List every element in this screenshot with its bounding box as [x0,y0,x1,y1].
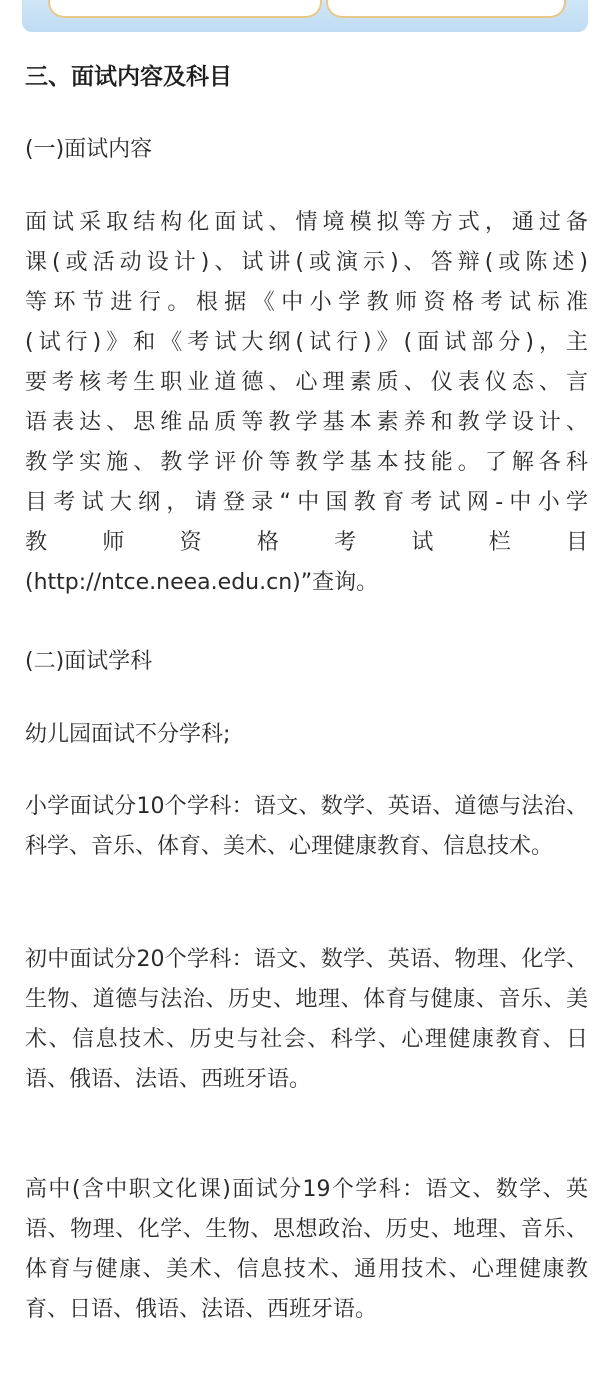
banner-card-left [48,0,322,18]
subheading-content: (一)面试内容 [25,137,153,162]
paragraph-junior: 初中面试分20个学科：语文、数学、英语、物理、化学、生物、道德与法治、历史、地理、体育与健康、音乐、美术、信息技术、历史与社会、科学、心理健康教育、日语、俄语、法语、西班牙语。 [25,947,588,1092]
subheading-subjects: (二)面试学科 [25,649,153,674]
paragraph-line: (试行)》和《考试大纲(试行)》(面试部分)，主 [25,330,588,355]
paragraph-line: 等环节进行。根据《中小学教师资格考试标准 [25,290,588,315]
banner-card-right [326,0,566,18]
paragraph-line: 课(或活动设计)、试讲(或演示)、答辩(或陈述) [25,250,588,275]
section-heading: 三、面试内容及科目 [25,64,232,90]
paragraph-line: 语表达、思维品质等教学基本素养和教学设计、 [25,410,588,435]
paragraph-line-link: (http://ntce.neea.edu.cn)”查询。 [25,570,379,595]
top-banner-image [22,0,588,32]
paragraph-line: 目考试大纲，请登录“中国教育考试网-中小学 [25,490,588,515]
paragraph-line: 教 师 资 格 考 试 栏 目 [25,530,588,555]
paragraph-primary: 小学面试分10个学科：语文、数学、英语、道德与法治、科学、音乐、体育、美术、心理健康教育、信息技术。 [25,794,588,859]
paragraph-line: 教学实施、教学评价等教学基本技能。了解各科 [25,450,588,475]
paragraph-senior: 高中(含中职文化课)面试分19个学科：语文、数学、英语、物理、化学、生物、思想政治、历史、地理、音乐、体育与健康、美术、信息技术、通用技术、心理健康教育、日语、俄语、法语、西班牙语。 [25,1177,588,1322]
paragraph-kindergarten: 幼儿园面试不分学科; [25,722,231,747]
paragraph-line: 要考核考生职业道德、心理素质、仪表仪态、言 [25,370,588,395]
paragraph-interview-content [25,203,588,603]
paragraph-line: 面试采取结构化面试、情境模拟等方式，通过备 [25,210,588,235]
